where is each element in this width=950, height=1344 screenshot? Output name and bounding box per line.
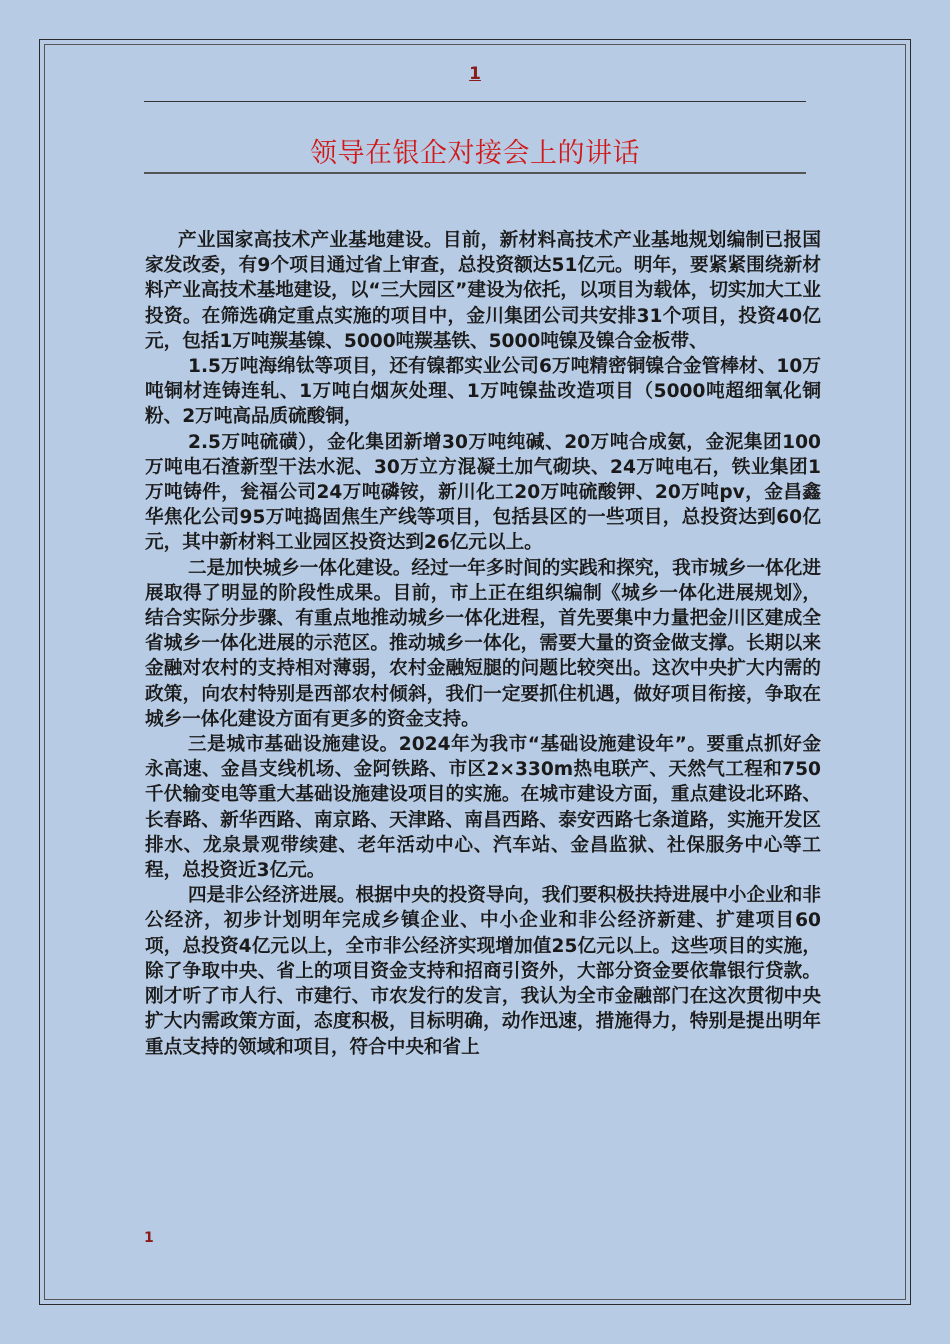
footer-page-number: 1 xyxy=(144,1230,154,1246)
document-title: 领导在银企对接会上的讲话 xyxy=(310,138,640,169)
paragraph: 1.5万吨海绵钛等项目，还有镍都实业公司6万吨精密铜镍合金管棒材、10万吨铜材连铸连轧、1万吨白烟灰处理、1万吨镍盐改造项目（5000吨超细氧化铜粉、2万吨高品质硫酸铜， xyxy=(145,356,821,428)
header-divider xyxy=(144,101,806,102)
title-divider xyxy=(144,172,806,174)
paragraph: 四是非公经济进展。根据中央的投资导向，我们要积极扶持进展中小企业和非公经济，初步计划明年完成乡镇企业、中小企业和非公经济新建、扩建项目60项，总投资4亿元以上，全市非公经济实现增加值25亿元以上。这些项目的实施，除了争取中央、省上的项目资金支持和招商引资外，大部分资金要依靠银行贷款。刚才听了市人行、市建行、市农发行的发言，我认为全市金融部门在这次贯彻中央扩大内需政策方面，态度积极，目标明确，动作迅速，措施得力，特别是提出明年重点支持的领域和项目，符合中央和省上 xyxy=(145,885,821,1058)
document-body xyxy=(145,228,821,1060)
paragraph: 三是城市基础设施建设。2024年为我市“基础设施建设年”。要重点抓好金永高速、金昌支线机场、金阿铁路、市区2×330m热电联产、天然气工程和750千伏输变电等重大基础设施建设项目的实施。在城市建设方面，重点建设北环路、长春路、新华西路、南京路、天津路、南昌西路、泰安西路七条道路，实施开发区排水、龙泉景观带续建、老年活动中心、汽车站、金昌监狱、社保服务中心等工程，总投资近3亿元。 xyxy=(145,734,821,882)
paragraph: 二是加快城乡一体化建设。经过一年多时间的实践和探究，我市城乡一体化进展取得了明显的阶段性成果。目前，市上正在组织编制《城乡一体化进展规划》，结合实际分步骤、有重点地推动城乡一体化进程，首先要集中力量把金川区建成全省城乡一体化进展的示范区。推动城乡一体化，需要大量的资金做支撑。长期以来金融对农村的支持相对薄弱，农村金融短腿的问题比较突出。这次中央扩大内需的政策，向农村特别是西部农村倾斜，我们一定要抓住机遇，做好项目衔接，争取在城乡一体化建设方面有更多的资金支持。 xyxy=(145,557,821,730)
header-page-number: 1 xyxy=(469,64,481,84)
paragraph: 产业国家高技术产业基地建设。目前，新材料高技术产业基地规划编制已报国家发改委，有9个项目通过省上审查，总投资额达51亿元。明年，要紧紧围绕新材料产业高技术基地建设，以“三大园区”建设为依托，以项目为载体，切实加大工业投资。在筛选确定重点实施的项目中，金川集团公司共安排31个项目，投资40亿元，包括1万吨羰基镍、5000吨羰基铁、5000吨镍及镍合金板带、 xyxy=(145,230,821,352)
paragraph: 2.5万吨硫磺），金化集团新增30万吨纯碱、20万吨合成氨，金泥集团100万吨电石渣新型干法水泥、30万立方混凝土加气砌块、24万吨电石，铁业集团1万吨铸件，瓮福公司24万吨磷铵，新川化工20万吨硫酸钾、20万吨pv，金昌鑫华焦化公司95万吨捣固焦生产线等项目，包括县区的一些项目，总投资达到60亿元，其中新材料工业园区投资达到26亿元以上。 xyxy=(145,431,821,554)
